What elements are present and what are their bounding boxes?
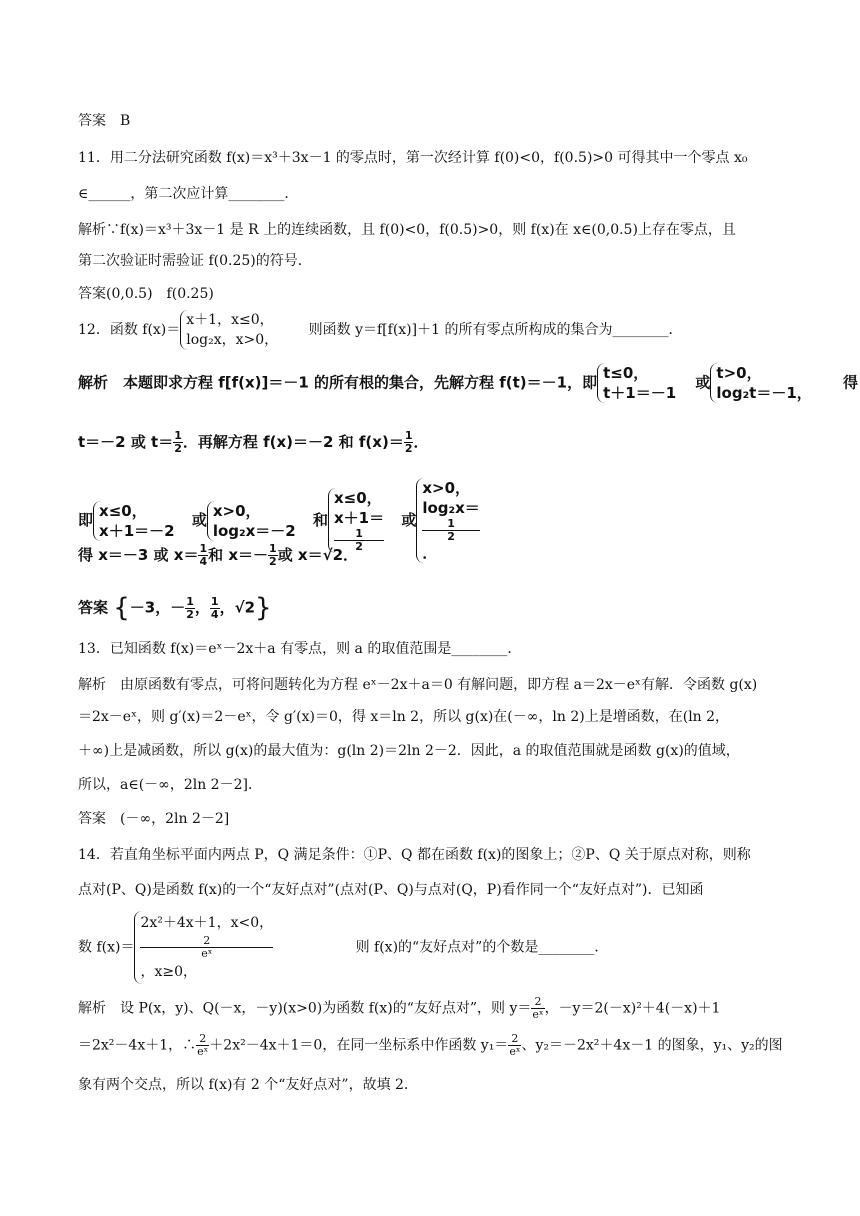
case-row	[140, 935, 273, 984]
q12-analysis-line4	[78, 543, 358, 568]
q12-question-suffix: 则函数 y＝f[f(x)]＋1 的所有零点所构成的集合为________．	[308, 322, 683, 338]
fraction-2-over-ex	[508, 1033, 521, 1058]
numerator: 1	[186, 594, 194, 608]
numerator: 1	[174, 429, 182, 442]
q12-system-x4	[416, 478, 483, 563]
denominator: 4	[199, 555, 208, 568]
q13-analysis-line4: 所以，a∈(－∞，2ln 2－2]．	[78, 777, 262, 793]
text-segment: ＋2x²－4x＋1＝0，在同一坐标系中作函数 y₁＝	[209, 1037, 509, 1054]
text-segment: ．再解方程 f(x)＝－2 和 f(x)＝	[182, 433, 404, 451]
q13-analysis-line2: ＝2x－eˣ，则 g′(x)＝2－eˣ，令 g′(x)＝0，得 x＝ln 2，所以 g(x)在(－∞，ln 2)上是增函数，在(ln 2，	[78, 709, 730, 725]
system-row: t＋1＝－1	[603, 384, 677, 402]
system-row: log₂t＝－1，	[716, 384, 812, 402]
text-segment: 即	[78, 511, 94, 529]
q12-analysis-line1	[78, 363, 858, 403]
or-word: 或	[695, 373, 711, 392]
numerator: 1	[210, 594, 219, 608]
system-row: log₂x＝－2	[212, 521, 296, 540]
text-segment: 、y₂＝－2x²＋4x－1 的图象，y₁、y₂的图	[521, 1037, 783, 1054]
q11-question-line1: 11．用二分法研究函数 f(x)＝x³＋3x－1 的零点时，第一次经计算 f(0)<0，f(0.5)>0 可得其中一个零点 x₀	[78, 150, 748, 166]
get-word: 得	[843, 373, 859, 392]
right-brace: }	[255, 593, 272, 623]
text-segment: －3，－	[129, 598, 186, 617]
q12-question-prefix: 12．函数 f(x)＝	[78, 322, 181, 338]
numerator: 2	[531, 996, 544, 1009]
text-segment: 或 x＝√2．	[277, 546, 359, 564]
system-row: t≤0，	[603, 364, 649, 382]
text-segment: ．	[413, 433, 429, 451]
q14-analysis-line3: 象有两个交点，所以 f(x)有 2 个“友好点对”，故填 2．	[78, 1077, 418, 1093]
q13-analysis-line1: 解析 由原函数有零点，可将问题转化为方程 eˣ－2x＋a＝0 有解问题，即方程 a＝2x－eˣ有解．令函数 g(x)	[78, 677, 758, 693]
q13-answer: 答案 (－∞，2ln 2－2]	[78, 811, 230, 827]
text-segment: ＝2x²－4x＋1，∴	[78, 1037, 197, 1054]
denominator: eˣ	[197, 1045, 209, 1058]
denominator: 2	[269, 555, 277, 568]
q12-piecewise	[180, 310, 282, 350]
system-row: x>0，	[212, 501, 261, 520]
q12-question	[78, 310, 682, 350]
numerator: 2	[508, 1033, 521, 1046]
q12-analysis-prefix: 解析 本题即求方程 f[f(x)]＝－1 的所有根的集合，先解方程 f(t)＝－1，即	[78, 373, 598, 392]
answer-label: 答案	[78, 598, 109, 617]
fraction-2-over-ex	[196, 1033, 209, 1058]
text-segment: ，x≥0，	[140, 964, 197, 980]
denominator: 4	[210, 607, 219, 621]
fraction-one-quarter	[198, 543, 208, 568]
fraction-one-half	[185, 596, 195, 621]
text-segment: 和 x＝－	[208, 546, 269, 564]
text-segment: 数 f(x)＝	[78, 939, 135, 956]
q11-analysis-line2: 第二次验证时需验证 f(0.25)的符号．	[78, 253, 312, 269]
fraction-one-half	[422, 518, 479, 543]
text-segment: ．	[422, 544, 438, 562]
q14-piecewise	[134, 911, 277, 984]
or-word: 或	[191, 511, 207, 529]
system-row	[422, 498, 479, 563]
case-row: 2x²＋4x＋1，x<0，	[140, 915, 274, 931]
text-segment: 得 x＝－3 或 x＝	[78, 546, 199, 564]
numerator: 1	[422, 518, 479, 531]
q12-system-x1	[93, 501, 179, 541]
q14-analysis-line2	[78, 1033, 783, 1058]
system-row: x＋1＝－2	[99, 521, 175, 540]
q14-question-line3	[78, 911, 608, 984]
text-segment: ，	[194, 598, 210, 617]
text-segment: ，－y＝2(－x)²＋4(－x)＋1	[544, 1000, 721, 1017]
q13-question: 13．已知函数 f(x)＝eˣ－2x＋a 有零点，则 a 的取值范围是________．	[78, 641, 522, 657]
q10-answer: 答案 B	[78, 113, 131, 129]
and-word: 和	[312, 511, 328, 529]
text-segment: 解析 设 P(x，y)、Q(－x，－y)(x>0)为函数 f(x)的“友好点对”，则 y＝	[78, 1000, 532, 1017]
fraction-2-over-ex	[531, 996, 544, 1021]
q12-answer	[78, 595, 272, 621]
q14-question-line1: 14．若直角坐标平面内两点 P，Q 满足条件：①P、Q 都在函数 f(x)的图象上；②P、Q 关于原点对称，则称	[78, 847, 751, 863]
system-row: t>0，	[716, 364, 762, 382]
q12-system-t1	[597, 363, 680, 403]
text-segment: x＋1＝	[333, 509, 385, 527]
text-segment: ，√2	[219, 598, 256, 617]
q12-case1: x＋1，x≤0，	[186, 312, 274, 328]
fraction-one-half	[268, 543, 278, 568]
denominator: eˣ	[201, 947, 213, 960]
system-row: x≤0，	[99, 501, 147, 520]
denominator: eˣ	[509, 1045, 521, 1058]
q13-analysis-line3: ＋∞)上是减函数，所以 g(x)的最大值为：g(ln 2)＝2ln 2－2．因此，a 的取值范围就是函数 g(x)的值域，	[78, 743, 740, 759]
numerator: 1	[199, 542, 208, 555]
fraction-2-over-ex	[140, 935, 273, 960]
denominator: 2	[174, 442, 182, 455]
q12-system-x2	[207, 501, 300, 541]
denominator: 2	[404, 442, 413, 455]
or-word: 或	[401, 511, 417, 529]
q14-question-line2: 点对(P、Q)是函数 f(x)的一个“友好点对”(点对(P、Q)与点对(Q，P)看作同一个“友好点对”)．已知函	[78, 882, 704, 898]
numerator: 1	[404, 429, 413, 442]
left-brace: {	[113, 593, 130, 623]
q11-answer: 答案(0,0.5) f(0.25)	[78, 286, 214, 302]
denominator: 2	[447, 530, 455, 543]
numerator: 1	[269, 542, 277, 555]
denominator: eˣ	[532, 1008, 544, 1021]
system-row: x≤0，	[333, 489, 382, 507]
fraction-one-quarter	[210, 596, 220, 621]
numerator: 2	[196, 1033, 209, 1046]
q11-question-line2: ∈______，第二次应计算________．	[78, 186, 299, 202]
fraction-one-half	[173, 430, 183, 455]
system-row: x>0，	[422, 479, 471, 497]
text-segment: 则 f(x)的“友好点对”的个数是________．	[355, 939, 609, 956]
q14-analysis-line1	[78, 996, 720, 1021]
q12-analysis-line2	[78, 430, 429, 455]
text-segment: t＝－2 或 t＝	[78, 433, 174, 451]
numerator: 2	[140, 935, 273, 948]
q12-system-t2	[710, 363, 815, 403]
text-segment: log₂x＝	[422, 499, 480, 517]
q12-case2: log₂x，x>0，	[186, 332, 279, 348]
q11-analysis-line1: 解析∵f(x)＝x³＋3x－1 是 R 上的连续函数，且 f(0)<0，f(0.5)>0，则 f(x)在 x∈(0,0.5)上存在零点，且	[78, 222, 736, 238]
denominator: 2	[355, 540, 363, 553]
denominator: 2	[186, 607, 194, 621]
numerator: 1	[334, 528, 384, 541]
